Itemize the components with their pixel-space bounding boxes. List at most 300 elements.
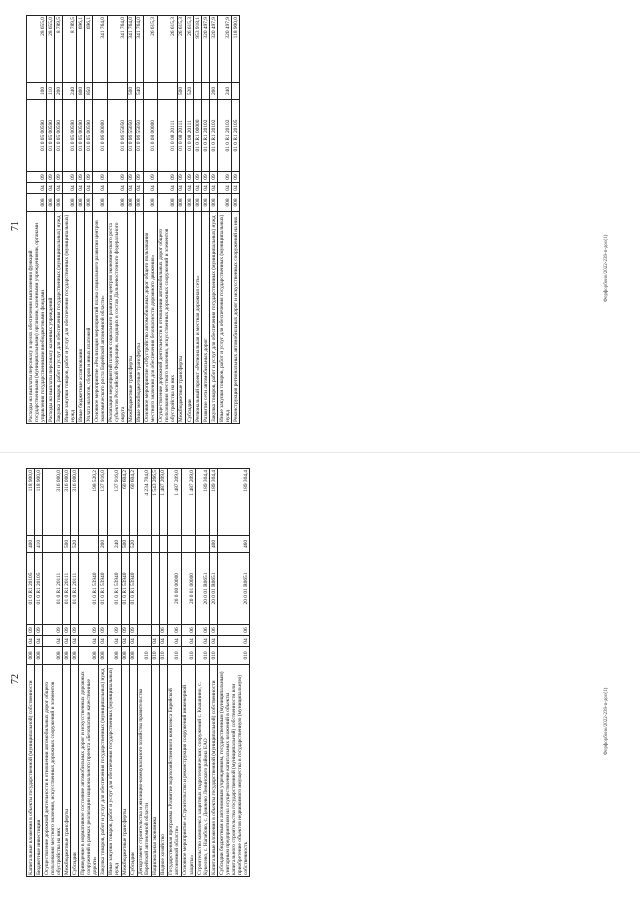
row-subsection-cell: 09	[186, 172, 194, 183]
row-section-cell: 04	[43, 636, 63, 647]
row-section-cell: 04	[107, 183, 127, 194]
row-section-cell: 04	[151, 636, 159, 647]
row-subsection-cell: 09	[77, 172, 85, 183]
row-admin-code-cell: 008	[232, 194, 240, 212]
row-amount-cell: 118 900,0	[35, 469, 43, 536]
row-name-cell: Межбюджетные трансферты	[63, 665, 71, 877]
row-amount-cell: 8 789,5	[55, 16, 63, 83]
row-section-cell: 04	[85, 183, 93, 194]
row-admin-code-cell: 008	[121, 647, 129, 665]
row-name-cell: Строительство комплекса защитных гидротехнических сооружений с. Квашнино, с. Кукелево, с. Нагибово, с. Дежнево Ленинского района ЕАО	[196, 665, 210, 877]
row-expense-type-cell: 460	[218, 536, 250, 553]
table-row	[99, 469, 107, 877]
row-expense-type-cell: 500	[127, 83, 135, 100]
row-expense-type-cell	[137, 536, 151, 553]
row-name-cell: Развитие сети автомобильных дорог	[202, 212, 210, 424]
row-expense-type-cell: 200	[210, 83, 218, 100]
row-target-article-cell: 01 0 05 00590	[47, 100, 55, 172]
row-expense-type-cell: 850	[85, 83, 93, 100]
row-expense-type-cell: 400	[210, 536, 218, 553]
row-expense-type-cell	[157, 83, 177, 100]
row-amount-cell: 189 304,4	[218, 469, 250, 536]
row-expense-type-cell: 200	[99, 536, 107, 553]
row-expense-type-cell: 200	[55, 83, 63, 100]
row-amount-cell: 60 604,2	[121, 469, 129, 536]
table-row	[55, 16, 63, 424]
row-name-cell: Реализация мероприятий планов социального развития центров экономического роста субъектов Российской Федерации, входящих в состав Дальневосточного федерального округа	[107, 212, 127, 424]
row-admin-code-cell: 008	[93, 194, 107, 212]
row-target-article-cell: 01 0 08 20111	[157, 100, 177, 172]
row-subsection-cell: 09	[93, 172, 107, 183]
row-admin-code-cell: 008	[202, 194, 210, 212]
row-subsection-cell: 09	[47, 172, 55, 183]
row-target-article-cell: 01 0 R1 20105	[232, 100, 240, 172]
table-row	[151, 469, 159, 877]
row-subsection-cell: 06	[181, 625, 195, 636]
row-admin-code-cell: 008	[157, 194, 177, 212]
table-row	[137, 469, 151, 877]
row-amount-cell: 1 487 209,0	[159, 469, 167, 536]
table-row	[129, 469, 137, 877]
row-subsection-cell: 09	[177, 172, 185, 183]
row-name-cell: Реконструкция региональных автомобильных дорог и искусственных сооружений на них	[232, 212, 240, 424]
row-amount-cell: 28 655,0	[47, 16, 55, 83]
row-target-article-cell: 01 0 08 00000	[143, 100, 157, 172]
table-row	[218, 16, 232, 424]
row-expense-type-cell: 400	[27, 536, 35, 553]
row-expense-type-cell	[196, 536, 210, 553]
row-amount-cell: 341 764,0	[93, 16, 107, 83]
row-expense-type-cell: 100	[27, 83, 47, 100]
row-admin-code-cell: 008	[107, 647, 121, 665]
table-row	[181, 469, 195, 877]
row-admin-code-cell: 010	[196, 647, 210, 665]
table-row	[71, 469, 79, 877]
row-admin-code-cell: 008	[107, 194, 127, 212]
row-target-article-cell: 01 0 05 00590	[77, 100, 85, 172]
row-expense-type-cell	[202, 83, 210, 100]
row-amount-cell: 198 520,2	[79, 469, 99, 536]
row-admin-code-cell: 008	[55, 194, 63, 212]
row-target-article-cell: 01 0 05 00590	[63, 100, 77, 172]
row-admin-code-cell: 008	[79, 647, 99, 665]
row-section-cell: 04	[55, 183, 63, 194]
row-expense-type-cell: 410	[35, 536, 43, 553]
row-name-cell: Закупка товаров, работ и услуг для обеспечения государственных (муниципальных) нужд	[210, 212, 218, 424]
row-section-cell: 04	[63, 636, 71, 647]
row-amount-cell: 118 900,0	[232, 16, 240, 83]
row-amount-cell: 316 000,0	[43, 469, 63, 536]
row-section-cell: 04	[181, 636, 195, 647]
row-section-cell: 04	[129, 636, 137, 647]
row-subsection-cell: 09	[71, 625, 79, 636]
row-expense-type-cell: 240	[107, 536, 121, 553]
row-name-cell: Капитальные вложения в объекты государственной (муниципальной) собственности	[27, 665, 35, 877]
row-target-article-cell: 01 0 06 55050	[135, 100, 143, 172]
row-name-cell: Осуществление дорожной деятельности в отношении автомобильных дорог общего пользования местного значения, искусственных дорожных сооружений и элементов обустройства на них	[157, 212, 177, 424]
row-name-cell: Субсидии бюджетным и автономным учреждениям, государственным (муниципальным) унитарным предприятиям на осуществление капитальных вложений в объекты капитального строительства государственной (муниципальной) собственности или приобретение объектов недвижимого имущества в государственную (муниципальную) собственность	[218, 665, 250, 877]
row-amount-cell: 118 900,0	[27, 469, 35, 536]
row-admin-code-cell: 008	[210, 194, 218, 212]
table-row	[93, 16, 107, 424]
row-subsection-cell: 09	[121, 625, 129, 636]
row-amount-cell: 320 497,9	[218, 16, 232, 83]
row-name-cell: Приведение в нормативное состояние автомобильных дорог и искусственных дорожных сооружений в рамках реализации национального проекта «Безопасные качественные дороги»	[79, 665, 99, 877]
row-name-cell: Основное мероприятие «Обустройство автомобильных дорог общего пользования местного значения для обеспечения безопасности дорожного движения»	[143, 212, 157, 424]
row-section-cell: 04	[99, 636, 107, 647]
row-admin-code-cell: 008	[99, 647, 107, 665]
row-subsection-cell: 09	[143, 172, 157, 183]
row-name-cell: Государственная программа «Развитие водохозяйственного комплекса Еврейской автономной области»	[167, 665, 181, 877]
page-number: 72	[10, 674, 21, 684]
row-name-cell: Основное мероприятие «Реализация мероприятий плана социального развития центров экономического роста Еврейской автономной области»	[93, 212, 107, 424]
row-amount-cell: 8 789,5	[63, 16, 77, 83]
row-subsection-cell: 09	[202, 172, 210, 183]
table-row	[186, 16, 194, 424]
row-target-article-cell: 01 0 06 55050	[127, 100, 135, 172]
row-target-article-cell: 01 0 R1 20111	[43, 553, 63, 625]
row-target-article-cell: 01 0 08 20111	[177, 100, 185, 172]
row-name-cell: Субсидии	[186, 212, 194, 424]
page-footer: Форфорбоно/2022-239-п-доо(1)	[604, 234, 609, 302]
row-section-cell: 04	[167, 636, 181, 647]
row-name-cell: Закупка товаров, работ и услуг для обеспечения государственных (муниципальных) нужд	[55, 212, 63, 424]
row-name-cell: Департамент строительства и жилищно-коммунального хозяйства правительства Еврейской автономной области	[137, 665, 151, 877]
row-section-cell	[137, 636, 151, 647]
table-row	[27, 469, 35, 877]
row-expense-type-cell	[107, 83, 127, 100]
row-target-article-cell	[137, 553, 151, 625]
row-amount-cell: 696,1	[77, 16, 85, 83]
row-admin-code-cell: 008	[47, 194, 55, 212]
row-expense-type-cell	[232, 83, 240, 100]
row-name-cell: Иные межбюджетные трансферты	[135, 212, 143, 424]
row-subsection-cell: 09	[63, 625, 71, 636]
row-section-cell: 04	[27, 183, 47, 194]
row-expense-type-cell: 500	[63, 536, 71, 553]
row-amount-cell: 341 764,0	[107, 16, 127, 83]
table-row	[210, 469, 218, 877]
row-target-article-cell: 20 0 01 R0651	[210, 553, 218, 625]
row-subsection-cell: 09	[55, 172, 63, 183]
row-expense-type-cell	[159, 536, 167, 553]
row-section-cell: 04	[157, 183, 177, 194]
row-section-cell: 04	[93, 183, 107, 194]
row-admin-code-cell: 008	[186, 194, 194, 212]
row-section-cell: 04	[210, 636, 218, 647]
row-name-cell: Межбюджетные трансферты	[177, 212, 185, 424]
row-admin-code-cell: 008	[71, 647, 79, 665]
row-subsection-cell: 09	[232, 172, 240, 183]
row-amount-cell: 189 304,4	[196, 469, 210, 536]
row-admin-code-cell: 008	[63, 647, 71, 665]
row-target-article-cell: 20 0 01 00000	[181, 553, 195, 625]
row-target-article-cell: 01 0 R1 20102	[210, 100, 218, 172]
row-amount-cell: 320 497,9	[210, 16, 218, 83]
row-name-cell: Основное мероприятие «Строительство и реконструкция сооружений инженерной защиты»	[181, 665, 195, 877]
row-name-cell: Региональный проект «Региональная и местная дорожная сеть»	[194, 212, 202, 424]
row-subsection-cell: 09	[107, 172, 127, 183]
row-amount-cell: 953 918,1	[194, 16, 202, 83]
row-admin-code-cell: 010	[159, 647, 167, 665]
page-72	[0, 453, 640, 905]
table-row	[63, 469, 71, 877]
row-amount-cell: 26 615,3	[143, 16, 157, 83]
page-71-rotated-sheet	[0, 0, 640, 452]
row-name-cell: Закупка товаров, работ и услуг для обеспечения государственных (муниципальных) нужд	[99, 665, 107, 877]
row-section-cell: 04	[196, 636, 210, 647]
row-admin-code-cell: 008	[127, 194, 135, 212]
row-admin-code-cell: 008	[77, 194, 85, 212]
row-expense-type-cell: 520	[129, 536, 137, 553]
row-admin-code-cell: 008	[27, 647, 35, 665]
table-row	[194, 16, 202, 424]
row-subsection-cell: 09	[85, 172, 93, 183]
row-subsection-cell: 06	[159, 625, 167, 636]
row-admin-code-cell: 008	[35, 647, 43, 665]
table-row	[167, 469, 181, 877]
row-section-cell: 04	[107, 636, 121, 647]
row-section-cell: 04	[194, 183, 202, 194]
row-target-article-cell: 01 0 R1 53940	[79, 553, 99, 625]
row-name-cell: Межбюджетные трансферты	[121, 665, 129, 877]
row-name-cell: Расходы на выплаты персоналу в целях обеспечения выполнения функций государственными (муниципальными) органами, казенными учреждениями, органами управления государственными внебюджетными фондами	[27, 212, 47, 424]
row-subsection-cell: 09	[218, 172, 232, 183]
row-section-cell: 04	[232, 183, 240, 194]
row-amount-cell: 137 916,0	[99, 469, 107, 536]
row-amount-cell: 26 615,3	[157, 16, 177, 83]
row-section-cell: 04	[218, 183, 232, 194]
row-admin-code-cell: 010	[167, 647, 181, 665]
table-row	[107, 16, 127, 424]
row-name-cell: Иные закупки товаров, работ и услуг для обеспечения государственных (муниципальных) нужд	[63, 212, 77, 424]
table-row	[85, 16, 93, 424]
table-row	[63, 16, 77, 424]
row-subsection-cell: 09	[127, 172, 135, 183]
row-subsection-cell: 09	[210, 172, 218, 183]
row-admin-code-cell: 008	[27, 194, 47, 212]
row-expense-type-cell	[143, 83, 157, 100]
row-admin-code-cell: 010	[137, 647, 151, 665]
row-target-article-cell	[151, 553, 159, 625]
row-subsection-cell: 09	[63, 172, 77, 183]
table-row	[202, 16, 210, 424]
row-section-cell: 04	[71, 636, 79, 647]
row-target-article-cell: 01 0 R1 20102	[202, 100, 210, 172]
row-target-article-cell: 20 0 01 R0651	[196, 553, 210, 625]
row-subsection-cell	[137, 625, 151, 636]
row-name-cell: Уплата налогов, сборов и иных платежей	[85, 212, 93, 424]
table-row	[27, 16, 47, 424]
table-row	[157, 16, 177, 424]
row-amount-cell: 1 543 266,5	[151, 469, 159, 536]
row-admin-code-cell: 010	[181, 647, 195, 665]
row-subsection-cell: 09	[194, 172, 202, 183]
row-expense-type-cell: 800	[77, 83, 85, 100]
row-name-cell: Капитальные вложения в объекты государственной (муниципальной) собственности	[210, 665, 218, 877]
row-subsection-cell: 09	[43, 625, 63, 636]
row-subsection-cell: 09	[157, 172, 177, 183]
row-admin-code-cell: 008	[85, 194, 93, 212]
table-row	[77, 16, 85, 424]
row-target-article-cell: 01 0 R1 53940	[99, 553, 107, 625]
row-section-cell: 04	[35, 636, 43, 647]
table-row	[143, 16, 157, 424]
row-expense-type-cell: 240	[218, 83, 232, 100]
row-section-cell: 04	[202, 183, 210, 194]
row-expense-type-cell: 110	[47, 83, 55, 100]
table-row	[210, 16, 218, 424]
row-name-cell: Осуществление дорожной деятельности в отношении автомобильных дорог общего пользования местного значения, искусственных дорожных сооружений и элементов обустройства на них	[43, 665, 63, 877]
row-target-article-cell: 01 0 05 00590	[55, 100, 63, 172]
row-target-article-cell: 01 0 R1 20111	[63, 553, 71, 625]
row-subsection-cell: 09	[27, 172, 47, 183]
row-admin-code-cell: 008	[43, 647, 63, 665]
row-section-cell: 04	[186, 183, 194, 194]
row-target-article-cell: 01 0 06 55050	[107, 100, 127, 172]
row-expense-type-cell: 240	[63, 83, 77, 100]
row-subsection-cell: 06	[196, 625, 210, 636]
row-target-article-cell: 01 0 R1 20111	[71, 553, 79, 625]
row-target-article-cell: 20 0 01 R0651	[218, 553, 250, 625]
row-target-article-cell: 01 0 05 00590	[85, 100, 93, 172]
row-amount-cell: 316 000,0	[71, 469, 79, 536]
row-name-cell: Водное хозяйство	[159, 665, 167, 877]
row-section-cell: 04	[121, 636, 129, 647]
row-amount-cell: 320 497,9	[202, 16, 210, 83]
table-row	[79, 469, 99, 877]
row-expense-type-cell	[79, 536, 99, 553]
row-amount-cell: 26 615,3	[177, 16, 185, 83]
page-72-rotated-sheet	[0, 453, 640, 905]
row-name-cell: Межбюджетные трансферты	[127, 212, 135, 424]
row-target-article-cell: 01 0 R1 53940	[107, 553, 121, 625]
row-amount-cell: 341 764,0	[127, 16, 135, 83]
row-amount-cell: 341 764,0	[135, 16, 143, 83]
row-admin-code-cell: 008	[143, 194, 157, 212]
row-name-cell: Бюджетные инвестиции	[35, 665, 43, 877]
table-row	[43, 469, 63, 877]
table-row	[159, 469, 167, 877]
row-subsection-cell	[151, 625, 159, 636]
table-row	[107, 469, 121, 877]
row-target-article-cell: 01 0 06 00000	[93, 100, 107, 172]
row-admin-code-cell: 008	[194, 194, 202, 212]
row-name-cell: Иные бюджетные ассигнования	[77, 212, 85, 424]
row-admin-code-cell: 008	[135, 194, 143, 212]
row-section-cell: 04	[218, 636, 250, 647]
row-target-article-cell: 01 0 05 00590	[27, 100, 47, 172]
row-expense-type-cell: 520	[186, 83, 194, 100]
row-target-article-cell: 01 0 R1 53940	[129, 553, 137, 625]
row-expense-type-cell	[43, 536, 63, 553]
row-subsection-cell: 09	[129, 625, 137, 636]
row-amount-cell: 4 234 704,0	[137, 469, 151, 536]
row-name-cell: Иные закупки товаров, работ и услуг для обеспечения государственных (муниципальных) нужд	[218, 212, 232, 424]
row-expense-type-cell: 500	[177, 83, 185, 100]
row-admin-code-cell: 010	[210, 647, 218, 665]
row-section-cell: 04	[27, 636, 35, 647]
row-target-article-cell: 01 0 R1 20105	[35, 553, 43, 625]
row-admin-code-cell: 008	[129, 647, 137, 665]
table-row	[47, 16, 55, 424]
row-target-article-cell: 01 0 R1 20105	[27, 553, 35, 625]
row-amount-cell: 60 604,2	[129, 469, 137, 536]
table-row	[121, 469, 129, 877]
table-row	[35, 469, 43, 877]
row-section-cell: 04	[63, 183, 77, 194]
row-expense-type-cell	[151, 536, 159, 553]
row-target-article-cell: 01 0 R1 20102	[218, 100, 232, 172]
row-amount-cell: 189 304,4	[210, 469, 218, 536]
row-amount-cell: 26 615,3	[186, 16, 194, 83]
row-expense-type-cell	[181, 536, 195, 553]
row-admin-code-cell: 008	[63, 194, 77, 212]
row-name-cell: Расходы на выплаты персоналу казенных учреждений	[47, 212, 55, 424]
row-admin-code-cell: 010	[218, 647, 250, 665]
row-section-cell: 04	[127, 183, 135, 194]
row-expense-type-cell	[194, 83, 202, 100]
row-amount-cell: 1 487 209,0	[181, 469, 195, 536]
row-subsection-cell: 06	[218, 625, 250, 636]
row-target-article-cell: 01 0 R1 53940	[121, 553, 129, 625]
row-section-cell: 04	[159, 636, 167, 647]
row-subsection-cell: 09	[27, 625, 35, 636]
row-section-cell: 04	[210, 183, 218, 194]
table-row	[196, 469, 210, 877]
row-amount-cell: 316 000,0	[63, 469, 71, 536]
row-expense-type-cell: 540	[135, 83, 143, 100]
row-subsection-cell: 09	[135, 172, 143, 183]
table-row	[177, 16, 185, 424]
budget-table	[26, 15, 240, 424]
row-section-cell: 04	[47, 183, 55, 194]
row-amount-cell: 696,1	[85, 16, 93, 83]
row-admin-code-cell: 008	[218, 194, 232, 212]
row-section-cell: 04	[177, 183, 185, 194]
row-name-cell: Субсидии	[71, 665, 79, 877]
row-expense-type-cell	[167, 536, 181, 553]
row-section-cell: 04	[77, 183, 85, 194]
table-row	[135, 16, 143, 424]
budget-table	[26, 468, 250, 877]
row-subsection-cell: 09	[99, 625, 107, 636]
row-amount-cell: 1 487 209,0	[167, 469, 181, 536]
row-admin-code-cell: 010	[151, 647, 159, 665]
row-expense-type-cell	[93, 83, 107, 100]
row-target-article-cell	[159, 553, 167, 625]
row-target-article-cell: 01 0 R1 00000	[194, 100, 202, 172]
row-name-cell: Иные закупки товаров, работ и услуг для обеспечения государственных (муниципальных) нужд	[107, 665, 121, 877]
row-section-cell: 04	[135, 183, 143, 194]
row-name-cell: Субсидии	[129, 665, 137, 877]
row-section-cell: 04	[79, 636, 99, 647]
row-admin-code-cell: 008	[177, 194, 185, 212]
row-amount-cell: 28 655,0	[27, 16, 47, 83]
row-subsection-cell: 09	[107, 625, 121, 636]
table-row	[232, 16, 240, 424]
row-subsection-cell: 09	[35, 625, 43, 636]
row-amount-cell: 137 916,0	[107, 469, 121, 536]
row-target-article-cell: 01 0 08 20111	[186, 100, 194, 172]
row-subsection-cell: 09	[79, 625, 99, 636]
table-row	[127, 16, 135, 424]
row-section-cell: 04	[143, 183, 157, 194]
page-71	[0, 0, 640, 452]
row-subsection-cell: 06	[210, 625, 218, 636]
row-target-article-cell: 20 0 00 00000	[167, 553, 181, 625]
row-name-cell: Национальная экономика	[151, 665, 159, 877]
